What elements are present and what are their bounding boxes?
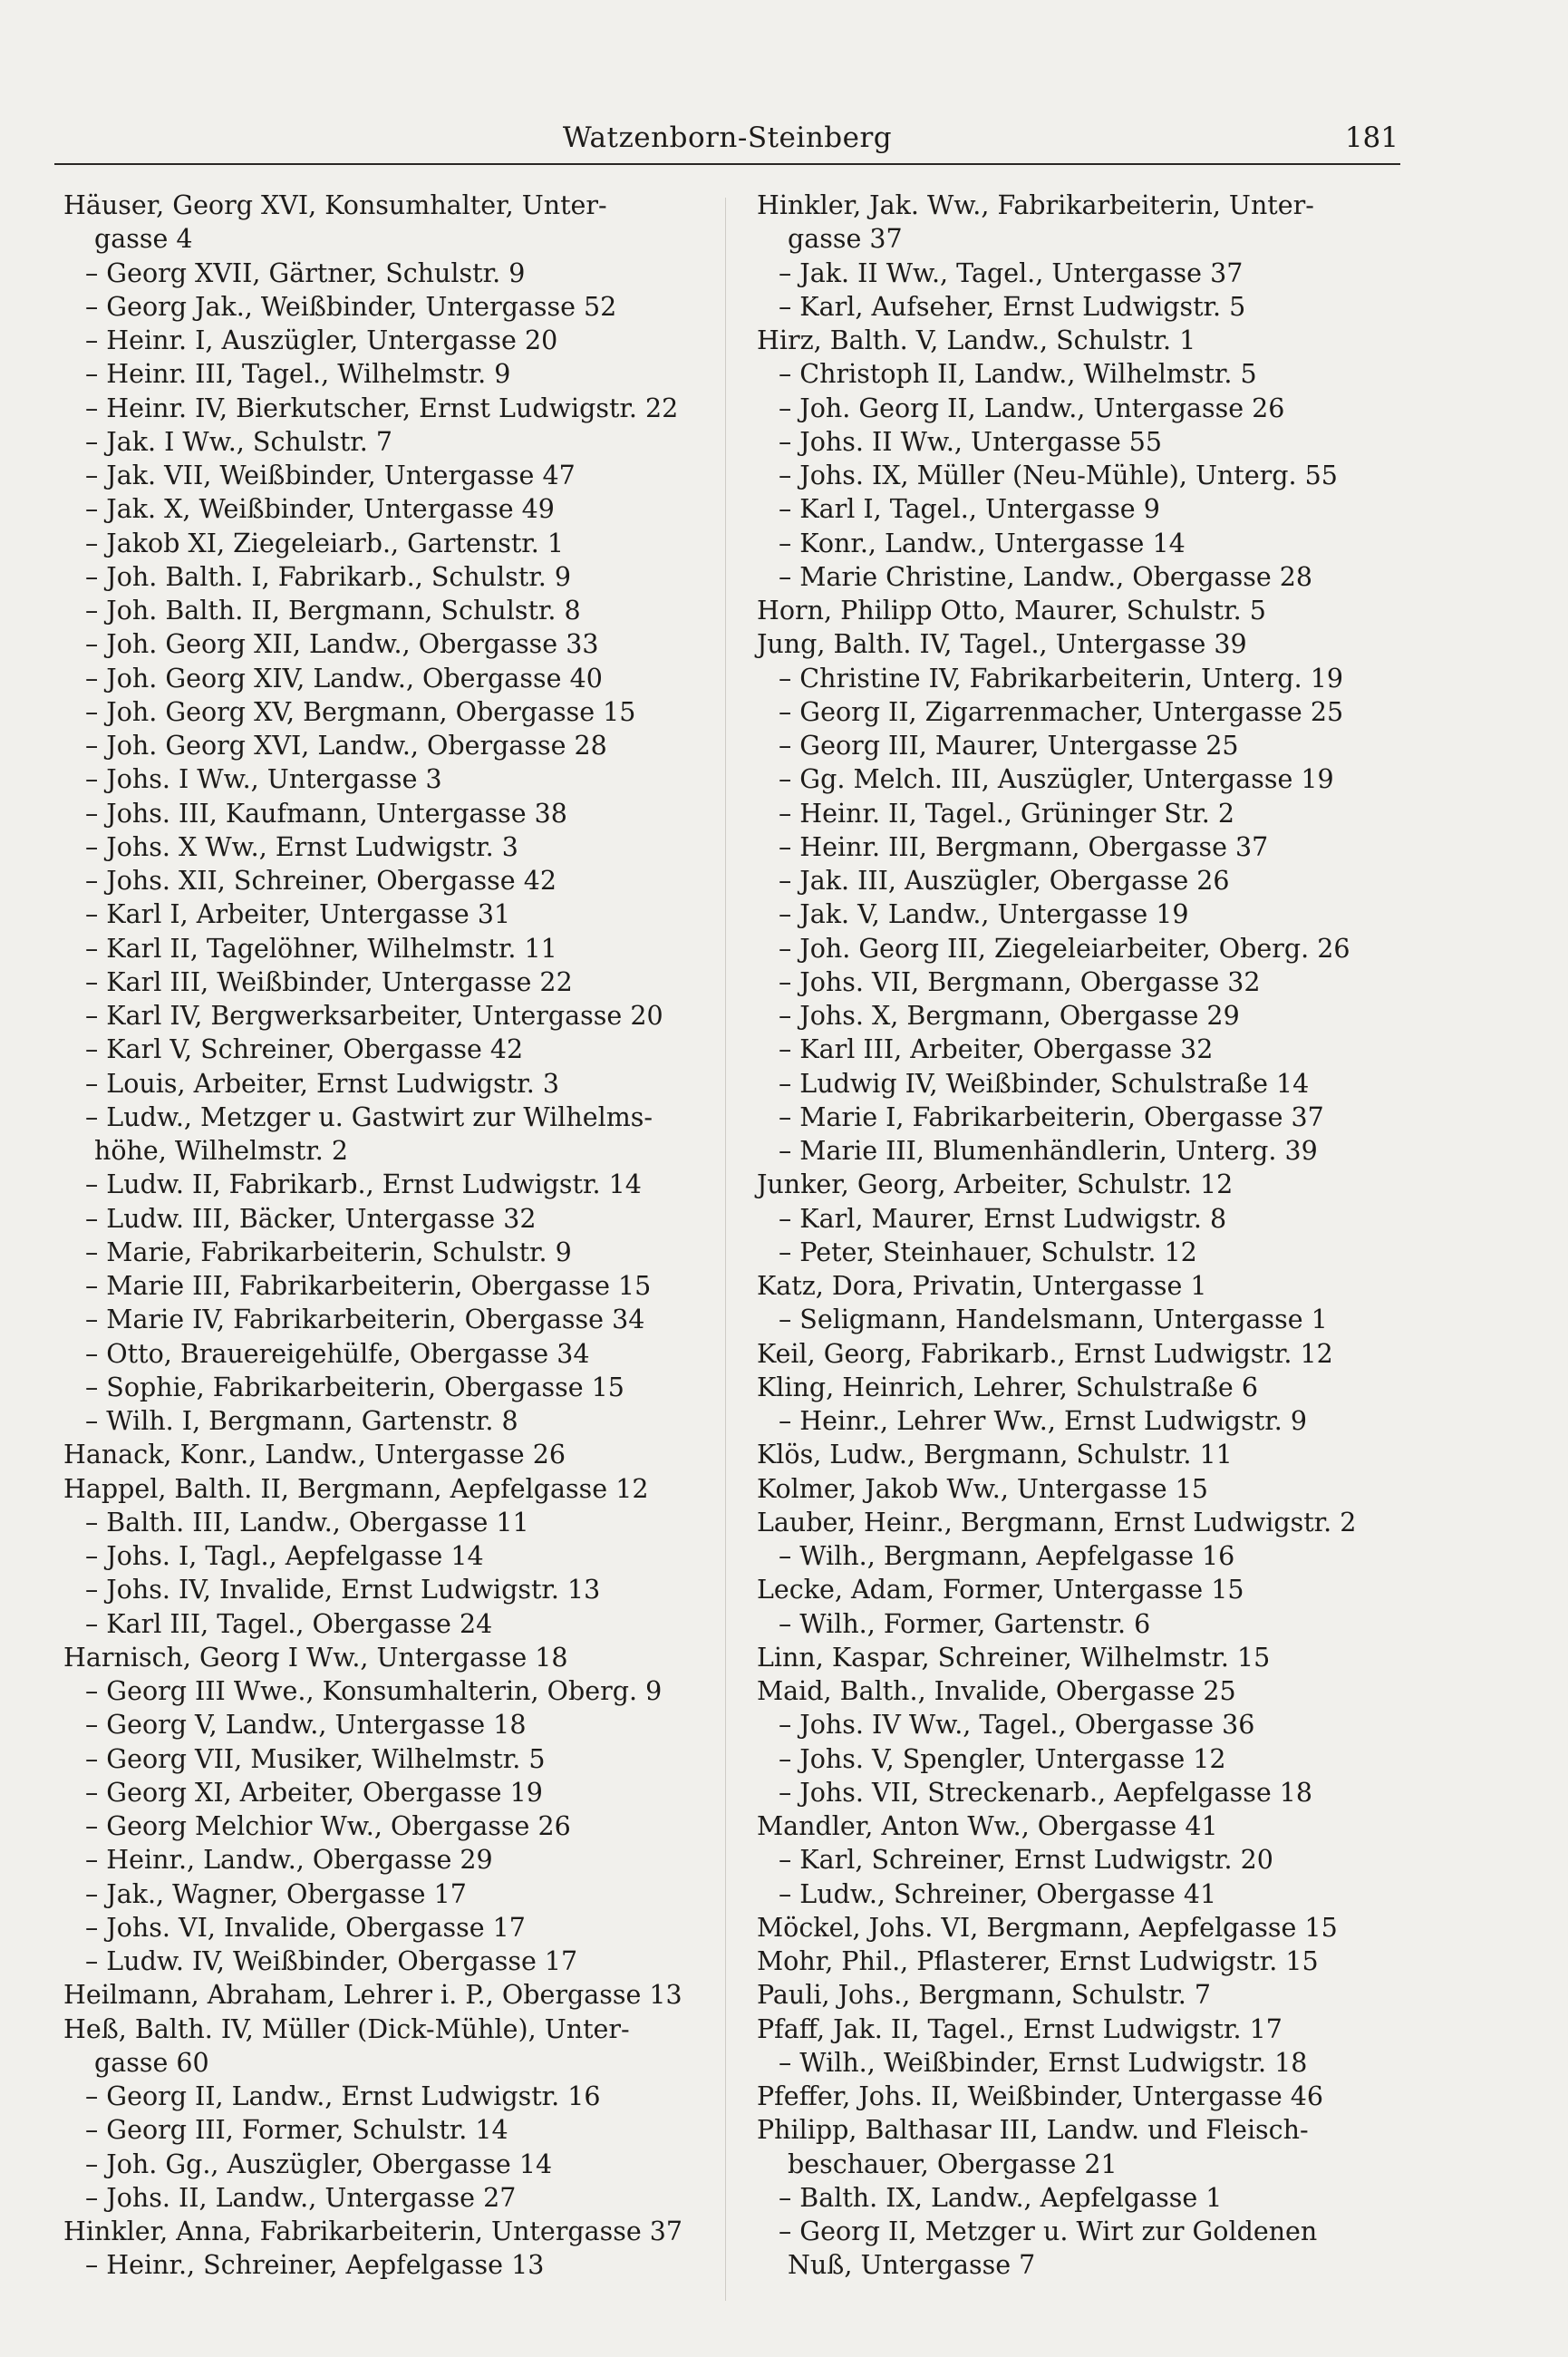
directory-subentry: – Ludw., Metzger u. Gastwirt zur Wilhelms- <box>85 1101 653 1132</box>
directory-subentry: – Karl I, Tagel., Untergasse 9 <box>779 494 1160 525</box>
directory-subentry: – Johs. IV Ww., Tagel., Obergasse 36 <box>779 1710 1255 1741</box>
directory-entry: Harnisch, Georg I Ww., Untergasse 18 <box>63 1642 568 1673</box>
directory-subentry: – Seligmann, Handelsmann, Untergasse 1 <box>779 1305 1328 1335</box>
directory-entry: Pfaff, Jak. II, Tagel., Ernst Ludwigstr. 17 <box>757 2013 1282 2044</box>
directory-subentry: – Heinr. III, Bergmann, Obergasse 37 <box>779 831 1269 862</box>
directory-entry: Kling, Heinrich, Lehrer, Schulstraße 6 <box>757 1372 1258 1402</box>
directory-subentry: – Karl I, Arbeiter, Untergasse 31 <box>85 899 511 930</box>
directory-subentry: – Marie III, Fabrikarbeiterin, Obergasse 15 <box>85 1271 652 1301</box>
directory-subentry: – Balth. III, Landw., Obergasse 11 <box>85 1507 529 1537</box>
directory-subentry: – Georg V, Landw., Untergasse 18 <box>85 1710 527 1741</box>
page-number: 181 <box>1344 121 1399 154</box>
directory-subentry: – Marie, Fabrikarbeiterin, Schulstr. 9 <box>85 1237 572 1267</box>
directory-subentry: – Johs. X, Bergmann, Obergasse 29 <box>779 1001 1240 1031</box>
directory-subentry: – Georg III Wwe., Konsumhalterin, Oberg. 9 <box>85 1676 663 1706</box>
directory-entry: Happel, Balth. II, Bergmann, Aepfelgasse 12 <box>63 1473 649 1504</box>
directory-subentry: – Joh. Georg XV, Bergmann, Obergasse 15 <box>85 696 636 727</box>
directory-subentry: – Marie III, Blumenhändlerin, Unterg. 39 <box>779 1136 1318 1166</box>
directory-subentry: – Jak. VII, Weißbinder, Untergasse 47 <box>85 461 576 490</box>
directory-subentry: – Georg Jak., Weißbinder, Untergasse 52 <box>85 291 617 322</box>
directory-entry-continuation: gasse 4 <box>94 224 193 255</box>
directory-subentry: – Heinr., Landw., Obergasse 29 <box>85 1845 493 1876</box>
directory-subentry: – Christine IV, Fabrikarbeiterin, Unterg. 19 <box>779 663 1344 694</box>
directory-entry: Horn, Philipp Otto, Maurer, Schulstr. 5 <box>757 596 1266 626</box>
page-title: Watzenborn-Steinberg <box>562 121 893 154</box>
directory-subentry: – Heinr. III, Tagel., Wilhelmstr. 9 <box>85 359 511 390</box>
directory-subentry: – Wilh., Weißbinder, Ernst Ludwigstr. 18 <box>779 2047 1308 2078</box>
directory-entry: Möckel, Johs. VI, Bergmann, Aepfelgasse 15 <box>757 1912 1338 1943</box>
directory-entry: Heilmann, Abraham, Lehrer i. P., Obergasse 13 <box>63 1980 682 2011</box>
directory-subentry: – Johs. VII, Bergmann, Obergasse 32 <box>779 966 1261 997</box>
directory-subentry: – Georg III, Former, Schulstr. 14 <box>85 2115 508 2146</box>
directory-subentry: – Heinr. IV, Bierkutscher, Ernst Ludwigstr. 22 <box>85 393 679 423</box>
directory-entry: Pfeffer, Johs. II, Weißbinder, Untergasse 46 <box>757 2081 1324 2111</box>
directory-subentry: – Balth. IX, Landw., Aepfelgasse 1 <box>779 2182 1223 2213</box>
directory-entry: Junker, Georg, Arbeiter, Schulstr. 12 <box>757 1169 1234 1200</box>
directory-subentry: – Georg II, Landw., Ernst Ludwigstr. 16 <box>85 2081 601 2111</box>
directory-subentry: – Heinr., Schreiner, Aepfelgasse 13 <box>85 2250 545 2281</box>
directory-subentry: – Jak. V, Landw., Untergasse 19 <box>779 899 1189 930</box>
directory-subentry: – Georg II, Zigarrenmacher, Untergasse 25 <box>779 696 1344 727</box>
directory-entry: Lecke, Adam, Former, Untergasse 15 <box>757 1575 1244 1605</box>
directory-subentry: – Johs. II, Landw., Untergasse 27 <box>85 2182 517 2213</box>
directory-entry-continuation: höhe, Wilhelmstr. 2 <box>94 1136 349 1166</box>
directory-subentry: – Marie IV, Fabrikarbeiterin, Obergasse 34 <box>85 1305 645 1335</box>
directory-entry: Mohr, Phil., Pflasterer, Ernst Ludwigstr. 15 <box>757 1946 1319 1976</box>
directory-subentry: – Joh. Balth. II, Bergmann, Schulstr. 8 <box>85 596 581 626</box>
directory-subentry: – Karl II, Tagelöhner, Wilhelmstr. 11 <box>85 933 557 964</box>
directory-subentry: – Sophie, Fabrikarbeiterin, Obergasse 15 <box>85 1372 624 1402</box>
directory-subentry: – Johs. XII, Schreiner, Obergasse 42 <box>85 866 557 896</box>
running-header <box>54 116 1400 165</box>
directory-subentry: – Ludwig IV, Weißbinder, Schulstraße 14 <box>779 1068 1310 1099</box>
directory-entry-continuation: gasse 60 <box>94 2047 209 2078</box>
directory-subentry: – Johs. I Ww., Untergasse 3 <box>85 764 442 795</box>
directory-subentry: – Otto, Brauereigehülfe, Obergasse 34 <box>85 1338 590 1369</box>
directory-subentry: – Johs. VII, Streckenarb., Aepfelgasse 18 <box>779 1777 1313 1808</box>
directory-subentry: – Georg VII, Musiker, Wilhelmstr. 5 <box>85 1743 546 1774</box>
directory-entry: Jung, Balth. IV, Tagel., Untergasse 39 <box>757 629 1247 660</box>
directory-entry: Hinkler, Anna, Fabrikarbeiterin, Untergasse 37 <box>63 2216 683 2246</box>
directory-entry-continuation: gasse 37 <box>788 224 903 255</box>
directory-entry: Lauber, Heinr., Bergmann, Ernst Ludwigstr. 2 <box>757 1507 1357 1537</box>
directory-entry: Philipp, Balthasar III, Landw. und Fleisch- <box>757 2115 1309 2146</box>
directory-subentry: – Joh. Georg XIV, Landw., Obergasse 40 <box>85 663 603 694</box>
directory-subentry: – Georg XI, Arbeiter, Obergasse 19 <box>85 1777 543 1808</box>
directory-subentry: – Wilh., Bergmann, Aepfelgasse 16 <box>779 1541 1235 1571</box>
directory-subentry: – Jak., Wagner, Obergasse 17 <box>85 1878 467 1909</box>
directory-entry: Kolmer, Jakob Ww., Untergasse 15 <box>757 1473 1208 1504</box>
directory-entry: Katz, Dora, Privatin, Untergasse 1 <box>757 1271 1207 1301</box>
directory-subentry: – Karl, Maurer, Ernst Ludwigstr. 8 <box>779 1203 1227 1234</box>
directory-subentry: – Louis, Arbeiter, Ernst Ludwigstr. 3 <box>85 1068 559 1099</box>
directory-subentry: – Wilh. I, Bergmann, Gartenstr. 8 <box>85 1406 518 1436</box>
directory-subentry: – Marie Christine, Landw., Obergasse 28 <box>779 561 1313 592</box>
directory-subentry: – Heinr. II, Tagel., Grüninger Str. 2 <box>779 798 1235 829</box>
directory-subentry: – Joh. Georg II, Landw., Untergasse 26 <box>779 393 1285 423</box>
directory-subentry: – Joh. Gg., Auszügler, Obergasse 14 <box>85 2148 553 2179</box>
directory-subentry: – Karl, Aufseher, Ernst Ludwigstr. 5 <box>779 291 1246 322</box>
directory-subentry: – Jak. III, Auszügler, Obergasse 26 <box>779 866 1230 896</box>
directory-subentry: – Karl V, Schreiner, Obergasse 42 <box>85 1034 524 1065</box>
directory-entry: Hirz, Balth. V, Landw., Schulstr. 1 <box>757 325 1196 355</box>
directory-subentry: – Heinr. I, Auszügler, Untergasse 20 <box>85 325 558 355</box>
directory-subentry: – Joh. Georg XII, Landw., Obergasse 33 <box>85 629 599 660</box>
directory-subentry: – Joh. Balth. I, Fabrikarb., Schulstr. 9 <box>85 561 571 592</box>
directory-subentry: – Johs. IX, Müller (Neu-Mühle), Unterg. 55 <box>779 461 1338 490</box>
directory-subentry: – Jak. I Ww., Schulstr. 7 <box>85 426 393 457</box>
directory-subentry: – Karl III, Tagel., Obergasse 24 <box>85 1608 493 1639</box>
directory-subentry: – Johs. X Ww., Ernst Ludwigstr. 3 <box>85 831 518 862</box>
directory-entry-continuation: Nuß, Untergasse 7 <box>788 2250 1036 2281</box>
directory-subentry: – Christoph II, Landw., Wilhelmstr. 5 <box>779 359 1257 390</box>
directory-subentry: – Johs. V, Spengler, Untergasse 12 <box>779 1743 1226 1774</box>
directory-subentry: – Jakob XI, Ziegeleiarb., Gartenstr. 1 <box>85 528 565 558</box>
directory-subentry: – Johs. I, Tagl., Aepfelgasse 14 <box>85 1541 484 1571</box>
directory-entry: Maid, Balth., Invalide, Obergasse 25 <box>757 1676 1236 1706</box>
directory-subentry: – Joh. Georg III, Ziegeleiarbeiter, Oberg. 26 <box>779 933 1350 964</box>
directory-entry: Heß, Balth. IV, Müller (Dick-Mühle), Unter- <box>63 2013 630 2044</box>
directory-entry: Häuser, Georg XVI, Konsumhalter, Unter- <box>63 190 607 220</box>
directory-subentry: – Konr., Landw., Untergasse 14 <box>779 528 1186 558</box>
directory-subentry: – Jak. II Ww., Tagel., Untergasse 37 <box>779 257 1244 288</box>
directory-subentry: – Georg XVII, Gärtner, Schulstr. 9 <box>85 257 526 288</box>
directory-entry-continuation: beschauer, Obergasse 21 <box>788 2148 1118 2179</box>
directory-subentry: – Heinr., Lehrer Ww., Ernst Ludwigstr. 9 <box>779 1406 1307 1436</box>
directory-subentry: – Karl III, Weißbinder, Untergasse 22 <box>85 966 573 997</box>
directory-subentry: – Marie I, Fabrikarbeiterin, Obergasse 37 <box>779 1101 1324 1132</box>
directory-subentry: – Johs. II Ww., Untergasse 55 <box>779 426 1163 457</box>
right-column <box>757 189 1423 2283</box>
directory-entry: Mandler, Anton Ww., Obergasse 41 <box>757 1811 1218 1841</box>
directory-entry: Keil, Georg, Fabrikarb., Ernst Ludwigstr. 12 <box>757 1338 1333 1369</box>
directory-entry: Hinkler, Jak. Ww., Fabrikarbeiterin, Unter- <box>757 190 1314 220</box>
directory-subentry: – Gg. Melch. III, Auszügler, Untergasse 19 <box>779 764 1334 795</box>
left-column <box>63 189 730 2283</box>
directory-subentry: – Johs. III, Kaufmann, Untergasse 38 <box>85 798 567 829</box>
directory-subentry: – Ludw. II, Fabrikarb., Ernst Ludwigstr. 14 <box>85 1169 642 1200</box>
directory-subentry: – Jak. X, Weißbinder, Untergasse 49 <box>85 494 555 525</box>
directory-subentry: – Ludw. IV, Weißbinder, Obergasse 17 <box>85 1946 578 1976</box>
directory-subentry: – Ludw. III, Bäcker, Untergasse 32 <box>85 1203 537 1234</box>
directory-subentry: – Johs. VI, Invalide, Obergasse 17 <box>85 1912 526 1943</box>
directory-subentry: – Karl IV, Bergwerksarbeiter, Untergasse 20 <box>85 1001 663 1031</box>
directory-subentry: – Georg II, Metzger u. Wirt zur Goldenen <box>779 2216 1318 2246</box>
directory-subentry: – Karl III, Arbeiter, Obergasse 32 <box>779 1034 1214 1065</box>
directory-subentry: – Karl, Schreiner, Ernst Ludwigstr. 20 <box>779 1845 1273 1876</box>
directory-entry: Linn, Kaspar, Schreiner, Wilhelmstr. 15 <box>757 1642 1271 1673</box>
directory-subentry: – Georg III, Maurer, Untergasse 25 <box>779 731 1239 761</box>
directory-subentry: – Wilh., Former, Gartenstr. 6 <box>779 1608 1151 1639</box>
directory-subentry: – Peter, Steinhauer, Schulstr. 12 <box>779 1237 1197 1267</box>
directory-entry: Klös, Ludw., Bergmann, Schulstr. 11 <box>757 1440 1233 1470</box>
directory-subentry: – Ludw., Schreiner, Obergasse 41 <box>779 1878 1217 1909</box>
directory-entry: Hanack, Konr., Landw., Untergasse 26 <box>63 1440 566 1470</box>
directory-subentry: – Georg Melchior Ww., Obergasse 26 <box>85 1811 571 1841</box>
directory-entry: Pauli, Johs., Bergmann, Schulstr. 7 <box>757 1980 1211 2011</box>
directory-subentry: – Johs. IV, Invalide, Ernst Ludwigstr. 13 <box>85 1575 601 1605</box>
directory-subentry: – Joh. Georg XVI, Landw., Obergasse 28 <box>85 731 607 761</box>
